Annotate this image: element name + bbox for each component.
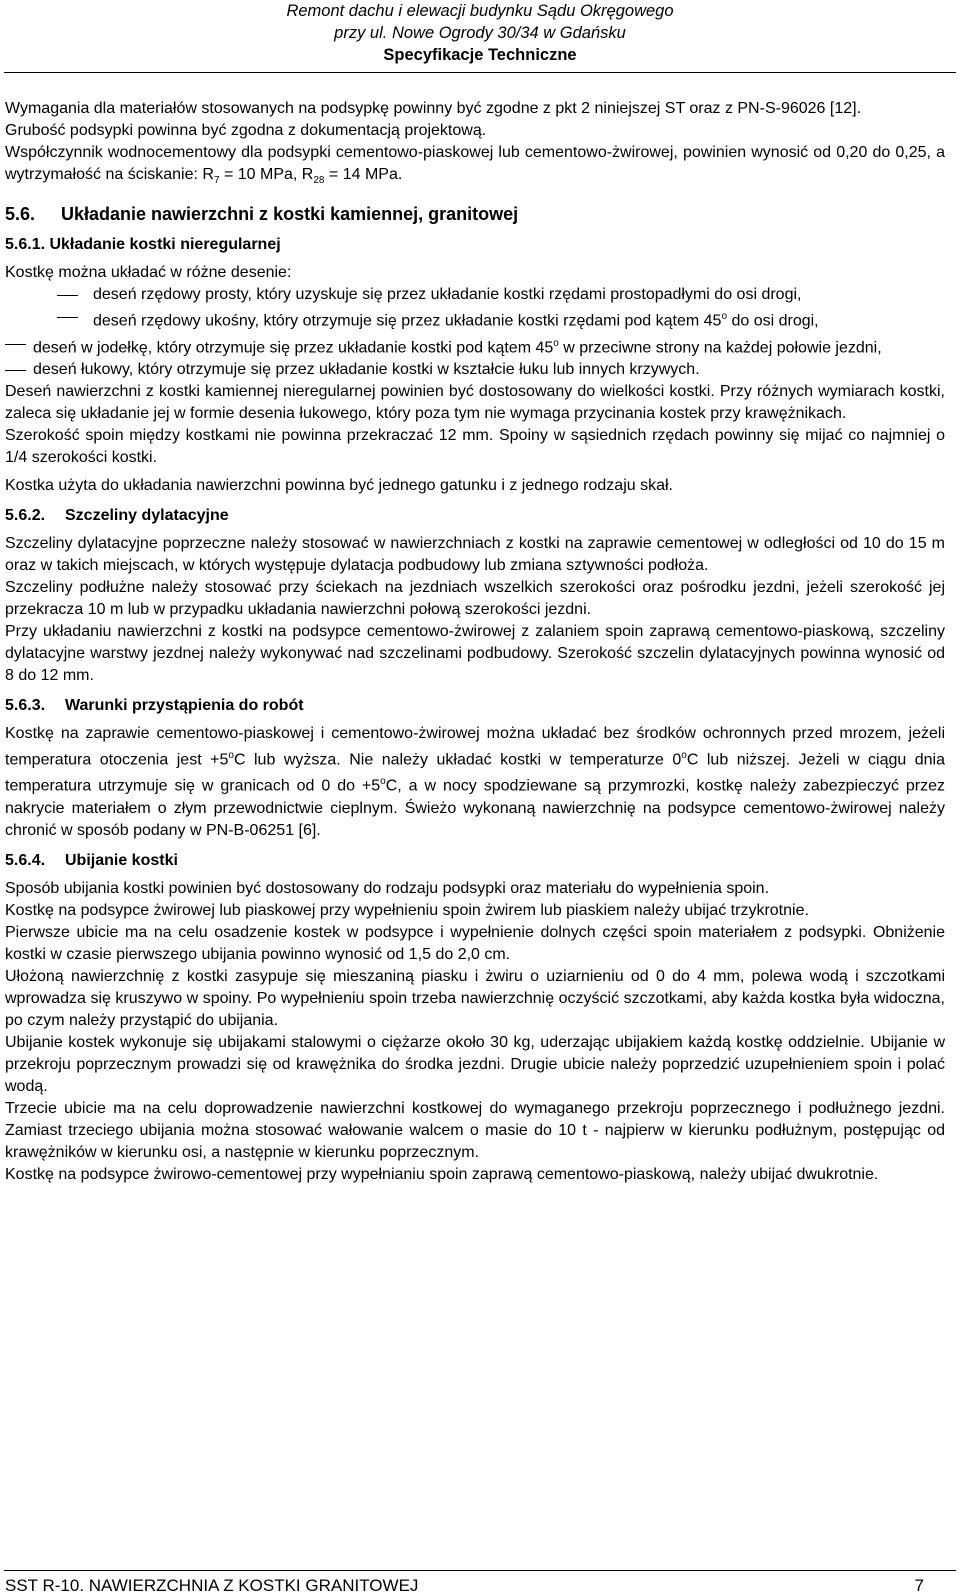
intro-paragraph-2: Grubość podsypki powinna być zgodna z dokumentacją projektową.: [5, 122, 487, 139]
section-5-6-2-paragraph-1: Szczeliny dylatacyjne poprzeczne należy stosować w nawierzchniach z kostki na zaprawie cementowej w odległości od 10 do 15 m oraz w takich miejscach, w których występuje dylatacja podbudowy lub zmiana sztywności podłoża.: [5, 534, 945, 574]
section-5-6-3-heading: 5.6.3. Warunki przystąpienia do robót: [5, 696, 304, 714]
footer-divider: [4, 1570, 956, 1571]
list-item: deseń łukowy, który otrzymuje się przez układanie kostki w kształcie łuku lub innych krzywych.: [5, 359, 945, 381]
section-5-6-4-paragraph-2: Kostkę na podsypce żwirowej lub piaskowej przy wypełnieniu spoin żwirem lub piaskiem należy ubijać trzykrotnie.: [5, 901, 809, 919]
document-body: [5, 98, 945, 1186]
page-number: 7: [914, 1576, 924, 1595]
header-address-line: przy ul. Nowe Ogrody 30/34 w Gdańsku: [334, 24, 626, 42]
section-5-6-1-heading: 5.6.1. Układanie kostki nieregularnej: [5, 236, 281, 254]
list-item: deseń rzędowy ukośny, który otrzymuje się przez układanie kostki rzędami pod kątem 45$^o$ do osi drogi,: [5, 306, 945, 332]
section-5-6-4-heading: 5.6.4. Ubijanie kostki: [5, 851, 178, 869]
section-5-6-2-paragraph-3: Przy układaniu nawierzchni z kostki na podsypce cementowo-żwirowej z zalaniem spoin zaprawą cementowo-piaskową, szczeliny dylatacyjne warstwy jezdnej należy wykonywać nad szczelinami podbudowy. Szerokość szczelin dylatacyjnych powinna wynosić od 8 do 12 mm.: [5, 622, 945, 684]
section-5-6-4-paragraph-4: Ułożoną nawierzchnię z kostki zasypuje się mieszaniną piasku i żwiru o uziarnieniu od 0 do 4 mm, polewa wodą i szczotkami wprowadza się kruszywo w spoiny. Po wypełnieniu spoin trzeba nawierzchnię oczyścić szczotkami, aby każda kostka była widoczna, po czym należy przystąpić do ubijania.: [5, 967, 945, 1029]
section-5-6-4-paragraph-5: Ubijanie kostek wykonuje się ubijakami stalowymi o ciężarze około 30 kg, uderzając ubijakiem każdą kostkę oddzielnie. Ubijanie w przekroju poprzecznym prowadzi się od krawężnika do środka jezdni. Drugie ubicie należy poprzedzić uzupełnieniem spoin i polać wodą.: [5, 1033, 945, 1095]
list-item: deseń rzędowy prosty, który uzyskuje się przez układanie kostki rzędami prostopadłymi do osi drogi,: [5, 284, 945, 306]
section-5-6-1-paragraph-1: Deseń nawierzchni z kostki kamiennej nieregularnej powinien być dostosowany do wielkości kostki. Przy różnych wymiarach kostki, zaleca się układanie jej w formie desenia łukowego, który poza tym nie wymaga przycinania kostek przy krawężnikach.: [5, 382, 945, 422]
header-project-line: Remont dachu i elewacji budynku Sądu Okręgowego: [286, 2, 674, 20]
list-item: deseń w jodełkę, który otrzymuje się przez układanie kostki pod kątem 45$^o$ w przeciwne strony na każdej połowie jezdni,: [5, 333, 945, 359]
section-5-6-4-paragraph-1: Sposób ubijania kostki powinien być dostosowany do rodzaju podsypki oraz materiału do wypełnienia spoin.: [5, 879, 770, 897]
section-5-6-2-heading: 5.6.2. Szczeliny dylatacyjne: [5, 506, 229, 524]
section-5-6-4-paragraph-7: Kostkę na podsypce żwirowo-cementowej przy wypełnianiu spoin zaprawą cementowo-piaskową, należy ubijać dwukrotnie.: [5, 1165, 879, 1183]
section-5-6-1-paragraph-3: Kostka użyta do układania nawierzchni powinna być jednego gatunku i z jednego rodzaju skał.: [5, 476, 673, 494]
section-5-6-2-paragraph-2: Szczeliny podłużne należy stosować przy ściekach na jezdniach wszelkich szerokości oraz pośrodku jezdni, jeżeli szerokość jej przekracza 10 m lub w przypadku układania nawierzchni połową szerokości jezdni.: [5, 578, 945, 618]
section-5-6-1-intro: Kostkę można układać w różne desenie:: [5, 264, 292, 282]
section-5-6-4-paragraph-6: Trzecie ubicie ma na celu doprowadzenie nawierzchni kostkowej do wymaganego przekroju poprzecznego i podłużnego jezdni. Zamiast trzeciego ubijania można stosować wałowanie walcem o masie do 10 t - najpierw w kierunku podłużnym, postępując od krawężników w kierunku osi, a następnie w kierunku poprzecznym.: [5, 1099, 945, 1161]
header-doc-type: Specyfikacje Techniczne: [383, 46, 577, 64]
section-5-6-heading: 5.6. Układanie nawierzchni z kostki kamiennej, granitowej: [5, 204, 519, 225]
intro-paragraph-1: Wymagania dla materiałów stosowanych na podsypkę powinny być zgodne z pkt 2 niniejszej ST oraz z PN-S-96026 [12].: [5, 100, 862, 117]
section-5-6-4-paragraph-3: Pierwsze ubicie ma na celu osadzenie kostek w podsypce i wypełnienie dolnych części spoin materiałem z podsypki. Obniżenie kostki w czasie pierwszego ubijania powinno wynosić od 1,5 do 2,0 cm.: [5, 923, 945, 963]
section-5-6-3-paragraph-1: Kostkę na zaprawie cementowo-piaskowej i cementowo-żwirowej można układać bez środków ochronnych przed mrozem, jeżeli temperatura otoczenia jest $+5^oC$ lub wyższa. Nie należy układać kostki w temperaturze 0$^o$C lub niższej. Jeżeli w ciągu dnia temperatura utrzymuje się w granicach od 0 do $+5^oC$, a w nocy spodziewane są przymrozki, kostkę należy zabezpieczyć przez nakrycie materiałem o złym przewodnictwie cieplnym. Świeżo wykonaną nawierzchnię na podsypce cementowo-żwirowej należy chronić w sposób podany w PN-B-06251 [6].: [5, 724, 946, 839]
header-divider: [4, 72, 956, 73]
section-5-6-1-paragraph-2: Szerokość spoin między kostkami nie powinna przekraczać 12 mm. Spoiny w sąsiednich rzędach powinny się mijać co najmniej o 1/4 szerokości kostki.: [5, 426, 945, 466]
footer-document-title: SST R-10. NAWIERZCHNIA Z KOSTKI GRANITOWEJ: [5, 1576, 419, 1595]
intro-paragraph-3: Współczynnik wodnocementowy dla podsypki cementowo-piaskowej lub cementowo-żwirowej, powinien wynosić od 0,20 do 0,25, a wytrzymałość na ściskanie: $R_7 = 10$ MPa, $R_{28} = 14$ MPa.: [5, 144, 945, 187]
page-header: [0, 0, 960, 66]
